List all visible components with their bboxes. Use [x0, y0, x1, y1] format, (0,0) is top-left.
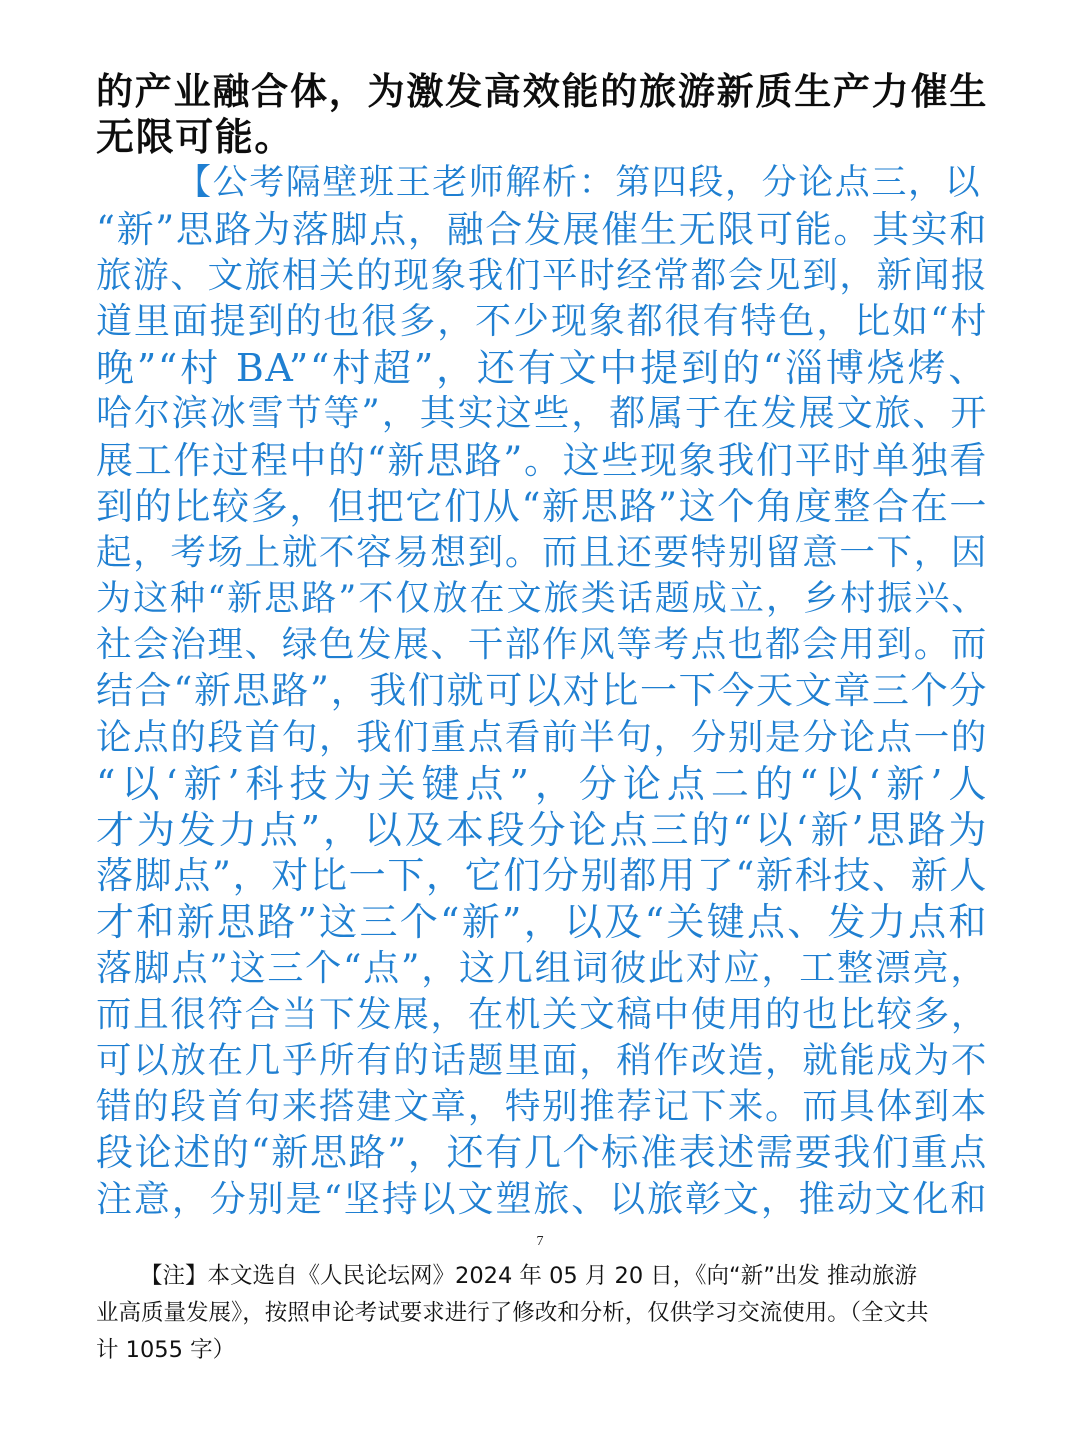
document-body [96, 68, 988, 1223]
analysis-line: 为这种“新思路”不仅放在文旅类话题成立，乡村振兴、 [96, 579, 988, 620]
analysis-line: 起，考场上就不容易想到。而且还要特别留意一下，因 [96, 531, 988, 573]
analysis-line: 才为发力点”，以及本段分论点三的“以‘新’思路为 [96, 808, 988, 852]
note-line: 计 1055 字） [96, 1337, 236, 1363]
article-continuation [96, 68, 988, 160]
article-line: 无限可能。 [96, 114, 295, 160]
analysis-line: 晚”“村 BA”“村超”，还有文中提到的“淄博烧烤、 [96, 346, 988, 391]
analysis-line: 论点的段首句，我们重点看前半句，分别是分论点一的 [96, 716, 988, 758]
note-line: 【注】本文选自《人民论坛网》2024 年 05 月 20 日，《向“新”出发 推动旅游 [140, 1263, 917, 1289]
analysis-line: 社会治理、绿色发展、干部作风等考点也都会用到。而 [96, 624, 988, 666]
analysis-line: 段论述的“新思路”，还有几个标准表述需要我们重点 [96, 1131, 988, 1175]
analysis-line: 旅游、文旅相关的现象我们平时经常都会见到，新闻报 [96, 254, 988, 296]
analysis-line: 才和新思路”这三个“新”，以及“关键点、发力点和 [96, 900, 988, 945]
analysis-line: 可以放在几乎所有的话题里面，稍作改造，就能成为不 [96, 1039, 988, 1081]
analysis-line: “以‘新’科技为关键点”，分论点二的“以‘新’人 [96, 761, 988, 806]
note-line: 业高质量发展》，按照申论考试要求进行了修改和分析，仅供学习交流使用。（全文共 [96, 1300, 929, 1326]
page-number: 7 [536, 1234, 544, 1249]
analysis-line: 【公考隔壁班王老师解析：第四段，分论点三，以 [176, 163, 982, 204]
analysis-line: 错的段首句来搭建文章，特别推荐记下来。而具体到本 [96, 1086, 988, 1128]
analysis-line: 哈尔滨冰雪节等”，其实这些，都属于在发展文旅、开 [96, 393, 988, 435]
analysis-paragraph [96, 160, 988, 1222]
analysis-line: 道里面提到的也很多，不少现象都很有特色，比如“村 [96, 300, 988, 342]
analysis-line: 结合“新思路”，我们就可以对比一下今天文章三个分 [96, 669, 988, 713]
analysis-line: 落脚点”这三个“点”，这几组词彼此对应，工整漂亮， [96, 947, 988, 989]
analysis-line: 注意，分别是“坚持以文塑旅、以旅彰文，推动文化和 [96, 1178, 988, 1220]
analysis-line: “新”思路为落脚点，融合发展催生无限可能。其实和 [96, 207, 988, 251]
source-note [96, 1258, 988, 1369]
analysis-line: 展工作过程中的“新思路”。这些现象我们平时单独看 [96, 438, 988, 482]
analysis-line: 而且很符合当下发展，在机关文稿中使用的也比较多， [96, 993, 988, 1035]
article-line: 的产业融合体，为激发高效能的旅游新质生产力催生 [96, 69, 988, 113]
analysis-line: 到的比较多，但把它们从“新思路”这个角度整合在一 [96, 484, 988, 528]
analysis-line: 落脚点”，对比一下，它们分别都用了“新科技、新人 [96, 854, 988, 898]
